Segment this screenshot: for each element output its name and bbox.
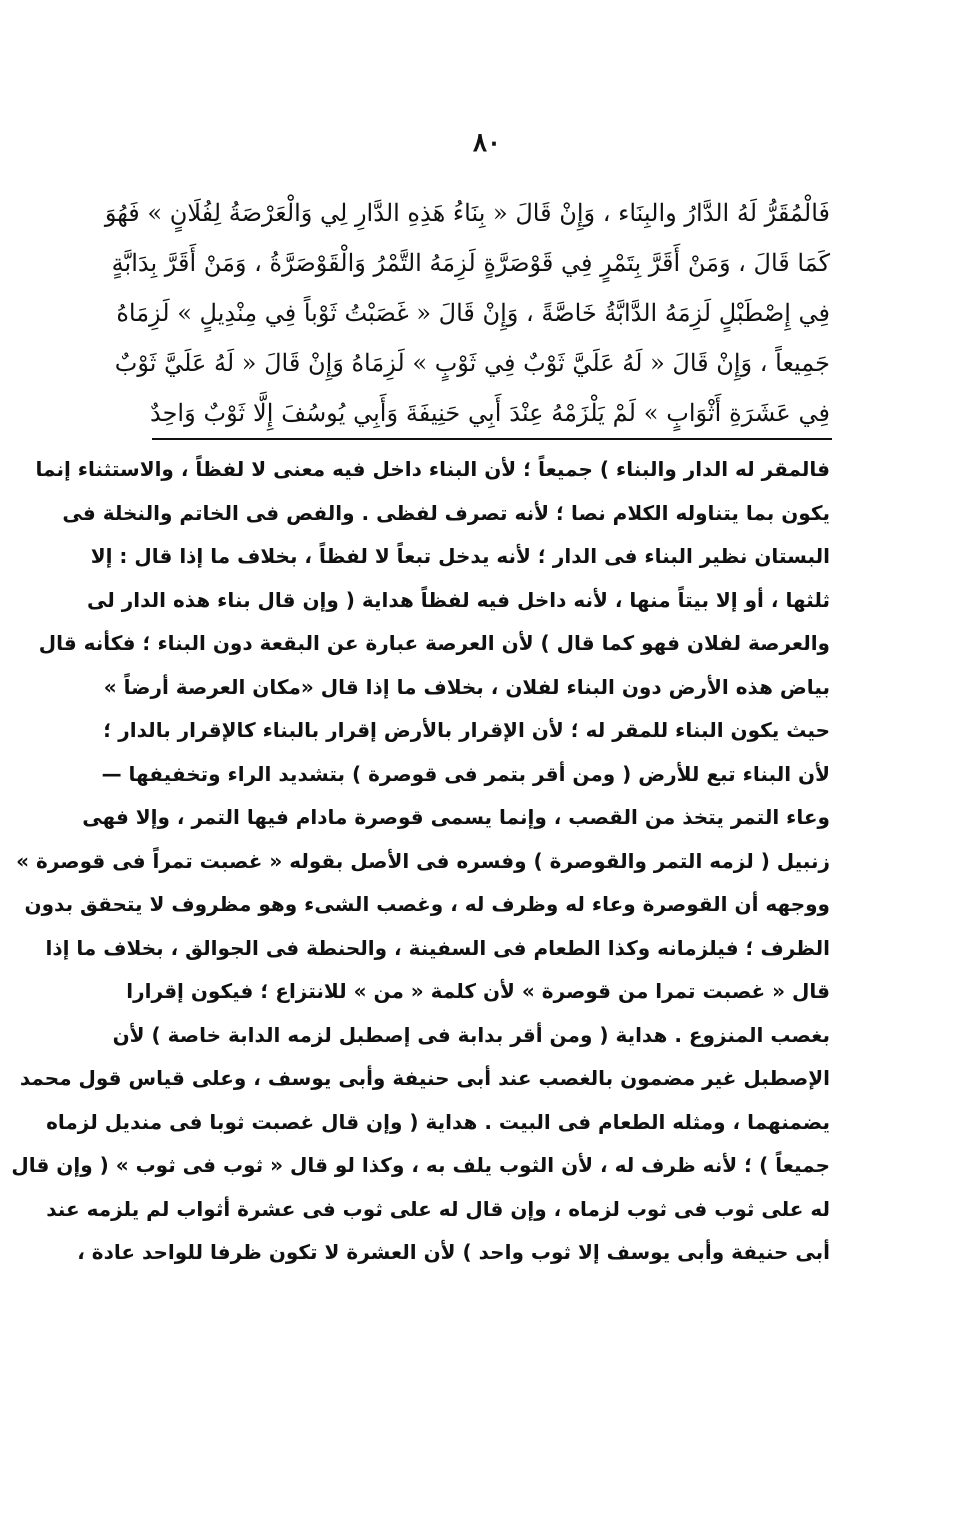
- commentary-line: الإصطبل غير مضمون بالغصب عند أبى حنيفة وأبى يوسف ، وعلى قياس قول محمد: [19, 1066, 830, 1090]
- main-text-line: جَمِيعاً ، وَإِنْ قَالَ « لَهُ عَلَيَّ ثَوْبٌ فِي ثَوْبٍ » لَزِمَاهُ وَإِنْ قَالَ « لَهُ عَلَيَّ ثَوْبٌ: [114, 349, 830, 377]
- commentary-line: جميعاً ) ؛ لأنه ظرف له ، لأن الثوب يلف به ، وكذا لو قال « ثوب فى ثوب » ( وإن قال: [11, 1153, 830, 1177]
- commentary-line: قال « غصبت تمرا من قوصرة » لأن كلمة « من » للانتزاع ؛ فيكون إقرارا: [126, 979, 830, 1003]
- commentary-line: البستان نظير البناء فى الدار ؛ لأنه يدخل تبعاً لا لفظاً ، بخلاف ما إذا قال : إلا: [90, 544, 830, 568]
- commentary-line: بغصب المنزوع . هداية ( ومن أقر بدابة فى إصطبل لزمه الدابة خاصة ) لأن: [112, 1022, 830, 1047]
- commentary-line: فالمقر له الدار والبناء ) جميعاً ؛ لأن البناء داخل فيه معنى لا لفظاً ، والاستثناء إنما: [35, 457, 830, 481]
- commentary-line: له على ثوب فى ثوب لزماه ، وإن قال له على ثوب فى عشرة أثواب لم يلزمه عند: [46, 1196, 830, 1221]
- main-text-line: فِي إِصْطَبْلٍ لَزِمَهُ الدَّابَّةُ خَاصَّةً ، وَإِنْ قَالَ « غَصَبْتُ ثَوْباً فِي مِنْدِيلٍ » لَزِمَاهُ: [116, 299, 830, 327]
- page-number: ٨٠: [473, 128, 501, 158]
- commentary-line: ثلثها ، أو إلا بيتاً منها ، لأنه داخل فيه لفظاً هداية ( وإن قال بناء هذه الدار لى: [87, 587, 830, 612]
- main-text-line: فِي عَشَرَةِ أَثْوَابٍ » لَمْ يَلْزَمْهُ عِنْدَ أَبِي حَنِيفَةَ وَأَبِي يُوسُفَ إِلَّا ثَوْبٌ وَاحِدٌ: [150, 399, 831, 427]
- main-text-line: فَالْمُقَرُّ لَهُ الدَّارُ والبِنَاء ، وَإِنْ قَالَ « بِنَاءُ هَذِهِ الدَّارِ لِي وَالْعَرْصَةُ لِفُلَانٍ » فَهُوَ: [104, 199, 830, 227]
- main-text-line: كَمَا قَالَ ، وَمَنْ أَقَرَّ بِتَمْرٍ فِي قَوْصَرَّةٍ لَزِمَهُ التَّمْرُ وَالْقَوْصَرَّةُ ، وَمَنْ أَقَرَّ بِدَابَّةٍ: [111, 249, 830, 277]
- commentary-line: لأن البناء تبع للأرض ( ومن أقر بتمر فى قوصرة ) بتشديد الراء وتخفيفها —: [101, 761, 830, 786]
- commentary-line: أبى حنيفة وأبى يوسف إلا ثوب واحد ) لأن العشرة لا تكون ظرفا للواحد عادة ،: [77, 1240, 830, 1264]
- section-divider: [152, 438, 832, 440]
- commentary-line: يكون بما يتناوله الكلام نصا ؛ لأنه تصرف لفظى . والفص فى الخاتم والنخلة فى: [62, 500, 830, 525]
- main-text: [104, 188, 831, 438]
- commentary-line: حيث يكون البناء للمقر له ؛ لأن الإقرار بالأرض إقرار بالبناء كالإقرار بالدار ؛: [103, 718, 830, 742]
- commentary-line: زنبيل ( لزمه التمر والقوصرة ) وفسره فى الأصل بقوله « غصبت تمراً فى قوصرة »: [16, 848, 830, 873]
- commentary-line: وعاء التمر يتخذ من القصب ، وإنما يسمى قوصرة مادام فيها التمر ، وإلا فهى: [82, 805, 830, 829]
- commentary-line: يضمنهما ، ومثله الطعام فى البيت . هداية ( وإن قال غصبت ثوبا فى منديل لزماه: [46, 1109, 830, 1134]
- commentary-line: ووجهه أن القوصرة وعاء له وظرف له ، وغصب الشىء وهو مظروف لا يتحقق بدون: [24, 892, 830, 916]
- commentary-line: بياض هذه الأرض دون البناء لفلان ، بخلاف ما إذا قال «مكان العرصة أرضاً »: [103, 674, 830, 699]
- commentary-text: [11, 448, 830, 1275]
- commentary-line: الظرف ؛ فيلزمانه وكذا الطعام فى السفينة ، والحنطة فى الجوالق ، بخلاف ما إذا: [45, 935, 830, 960]
- commentary-line: والعرصة لفلان فهو كما قال ) لأن العرصة عبارة عن البقعة دون البناء ؛ فكأنه قال: [38, 631, 830, 655]
